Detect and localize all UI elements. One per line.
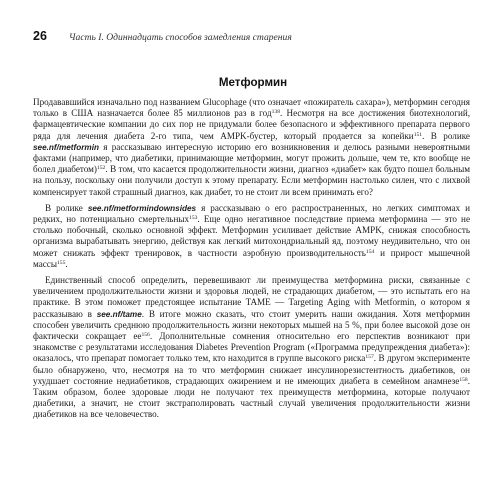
text-run: . Дополнительные сомнения относительно его перспектив возникают при знакомстве с результатами исследования Diabetes Prevention Program («Программа предупреждения диабета»): оказалось, что препарат помогает только тем, кто находится в группе высокого риска bbox=[33, 331, 470, 364]
text-run: Продававшийся изначально под названием Glucophage (что означает «пожиратель сахара»), метформин сегодня только в США назначается более 85 миллионов раз в год bbox=[33, 97, 470, 119]
article-body bbox=[33, 97, 470, 426]
text-run: . Еще одно негативное последствие приема метформина — это не столько побочный, сколько основной эффект. Метформин усиливает действие AMPK, снижая способность организма вырабатывать энергию, действуя как легкий митохондриальный яд, поэтому неудивительно, что он может снижать эффект тренировок, в частности аэробную производительность bbox=[33, 214, 470, 258]
text-run: . В итоге можно сказать, что стоит умерить наши ожидания. Хотя метформин способен увеличить среднюю продолжительность жизни некоторых мышей на 5 %, при более высокой дозе он фактически сокращает ее bbox=[33, 308, 470, 342]
footnote-ref: 157 bbox=[365, 354, 374, 361]
running-head: Часть I. Одиннадцать способов замедления старения bbox=[68, 32, 292, 43]
video-link[interactable]: see.nf/tame bbox=[96, 309, 142, 319]
text-run: . bbox=[65, 258, 68, 269]
page-header bbox=[33, 29, 473, 45]
paragraph bbox=[33, 203, 470, 270]
text-run: . В другом эксперименте было обнаружено, что, несмотря на то что метформин снижает инсулинорезистентность диабетиков, он ухудшает состояние недиабетиков, страдающих ожирением и не имеющих диабета в семейном анамнезе bbox=[33, 353, 470, 386]
text-run: Единственный способ определить, перевешивают ли преимущества метформина риски, связанные с увеличением продолжительности жизни и здоровья людей, не страдающих диабетом, — это испытать его на практике. В этом поможет предстоящее испытание TAME — Targeting Aging with Metformin, о котором я рассказываю в bbox=[33, 275, 470, 319]
text-run: . В ролике bbox=[422, 130, 470, 141]
footnote-ref: 153 bbox=[189, 215, 198, 222]
footnote-ref: 154 bbox=[365, 248, 375, 255]
text-run: . Несмотря на все достижения биотехнологий, фармацевтические компании до сих пор не придумали более безопасного и эффективного препарата первого ряда для лечения диабета 2-го типа, чем AMPK-бустер, который продается за копейки bbox=[33, 108, 471, 141]
text-run: В ролике bbox=[45, 202, 88, 213]
text-run: и прирост мышечной массы bbox=[33, 247, 470, 269]
footnote-ref: 156 bbox=[141, 332, 150, 339]
section-title: Метформин bbox=[218, 76, 288, 89]
footnote-ref: 155 bbox=[57, 259, 66, 266]
page-number: 26 bbox=[33, 29, 47, 43]
footnote-ref: 152 bbox=[96, 165, 106, 172]
video-link[interactable]: see.nf/metformin bbox=[33, 142, 99, 152]
footnote-ref: 151 bbox=[413, 131, 423, 138]
text-run: . В том, что касается продолжительности жизни, диагноз «диабет» как будто пошел больным на пользу, поскольку они получили доступ к этому препарату. Если метформин настолько силен, что с лихвой компенсирует такой страшный диагноз, как диабет, то не стоит ли всем принимать его? bbox=[33, 164, 470, 197]
text-run: я рассказываю о его распространенных, но легких симптомах и редких, но потенциально смертельных bbox=[33, 202, 470, 225]
text-run: . Таким образом, более здоровые люди не получают тех преимуществ метформина, которые получают диабетики, а значит, не стоит экстраполировать частный случай увеличения продолжительности жизни диабетиков на все человечество. bbox=[33, 375, 470, 420]
paragraph bbox=[33, 275, 470, 421]
paragraph bbox=[33, 97, 470, 198]
footnote-ref: 158 bbox=[459, 376, 468, 383]
text-run: я рассказываю интересную историю его возникновения и делюсь разными невероятными фактами (например, что диабетики, принимающие метформин, могут прожить дольше, чем те, кто вообще не болел диабетом) bbox=[33, 141, 470, 175]
video-link[interactable]: see.nf/metformindownsides bbox=[87, 203, 197, 213]
footnote-ref: 138 bbox=[271, 109, 281, 116]
